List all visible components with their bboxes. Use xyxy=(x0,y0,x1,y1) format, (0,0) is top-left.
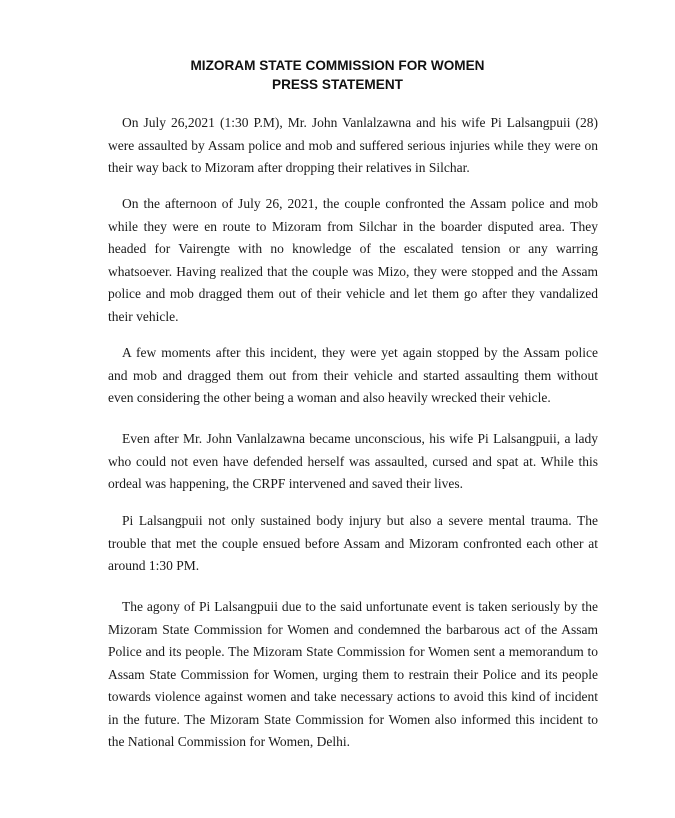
paragraph-assault-details: Even after Mr. John Vanlalzawna became unconscious, his wife Pi Lalsangpuii, a lady who could not even have defended herself was assaulted, cursed and spat at. While this ordeal was happening, the CRPF intervened and saved their lives. xyxy=(108,431,598,491)
paragraph-second-stop: A few moments after this incident, they were yet again stopped by the Assam police and mob and dragged them out from their vehicle and started assaulting them without even considering the other being a woman and also heavily wrecked their vehicle. xyxy=(108,345,598,405)
paragraph-trauma: Pi Lalsangpuii not only sustained body injury but also a severe mental trauma. The trouble that met the couple ensued before Assam and Mizoram confronted each other at around 1:30 PM. xyxy=(108,513,598,573)
paragraph-first-confrontation: On the afternoon of July 26, 2021, the couple confronted the Assam police and mob while they were en route to Mizoram from Silchar in the boarder disputed area. They headed for Vairengte with no knowledge of the escalated tension or any warring whatsoever. Having realized that the couple was Mizo, they were stopped and the Assam police and mob dragged them out of their vehicle and let them go after they vandalized their vehicle. xyxy=(108,196,598,324)
commission-heading: MIZORAM STATE COMMISSION FOR WOMEN xyxy=(190,58,485,73)
press-statement-heading: PRESS STATEMENT xyxy=(272,77,403,92)
paragraph-incident-summary: On July 26,2021 (1:30 P.M), Mr. John Vanlalzawna and his wife Pi Lalsangpuii (28) were assaulted by Assam police and mob and suffered serious injuries while they were on their way back to Mizoram after dropping their relatives in Silchar. xyxy=(108,115,598,175)
paragraph-commission-response: The agony of Pi Lalsangpuii due to the said unfortunate event is taken seriously by the Mizoram State Commission for Women and condemned the barbarous act of the Assam Police and its people. The Mizoram State Commission for Women sent a memorandum to Assam State Commission for Women, urging them to restrain their Police and its people towards violence against women and take necessary actions to avoid this kind of incident in the future. The Mizoram State Commission for Women also informed this incident to the National Commission for Women, Delhi. xyxy=(108,599,598,749)
